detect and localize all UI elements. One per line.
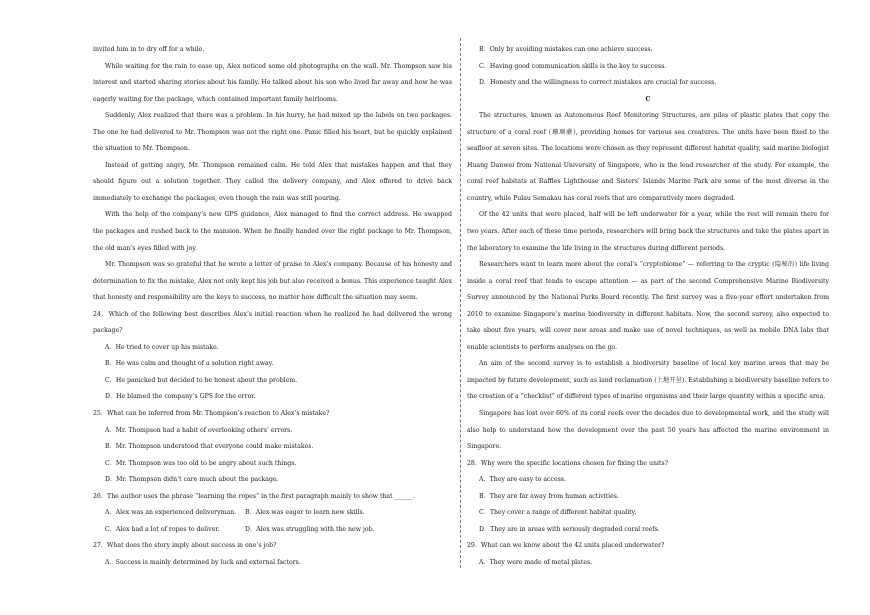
option: C．Mr. Thompson was too old to be angry about such things. [105,459,297,467]
passage-paragraph: Mr. Thompson was so grateful that he wrote a letter of praise to Alex’s company. Because of his honesty and determination to fix the mistake, Alex not only kept his job but also received a bonus. This experience taught Alex that honesty and responsibility are the keys to success, no matter how difficult the situation may seem. [93,261,452,302]
passage-paragraph: The structures, known as Autonomous Reef Monitoring Structures, are piles of plastic plates that copy the structure of a coral reef (珊瑚礁), providing homes for various sea creatures. The units have been fixed to the seafloor at seven sites. The locations were chosen as they represent different habitat quality, said marine biologist Huang Danwei from National University of Singapore, who is the lead researcher of the study. For example, the coral reef habitats at Raffles Lighthouse and Sisters’ Islands Marine Park are some of the most diverse in the country, while Pulau Semakau has coral reefs that are comparatively more degraded. [467,112,829,202]
option: B．Only by avoiding mistakes can one achieve success. [479,46,653,53]
option: C．Alex had a lot of ropes to deliver. [105,525,220,533]
question-25: 25．What can be inferred from Mr. Thompson’s reaction to Alex’s mistake? [93,410,330,418]
passage-paragraph: While waiting for the rain to ease up, Alex noticed some old photographs on the wall. Mr. Thompson saw his interest and started sharing stories about his family. He talked about his son who lived far away and how he was eagerly waiting for the package, which contained important family heirlooms. [93,62,452,103]
passage-paragraph: Singapore has lost over 60% of its coral reefs over the decades due to developmental work, and the study will also help to understand how the development over the past 50 years has affected the marine environment in Singapore. [467,410,829,451]
passage-paragraph: Researchers want to learn more about the coral’s “cryptobiome” — referring to the cryptic (隐秘的) life living inside a coral reef that tends to escape attention — as part of the second Comprehensive Marine Biodiversity Survey announced by the National Parks Board recently. The first survey was a five-year effort undertaken from 2010 to examine Singapore’s marine biodiversity in different habitats. Now, the second survey, also expected to take about five years, will cover new areas and make use of novel techniques, as well as mobile DNA labs that enable scientists to perform analyses on the go. [467,261,829,351]
question-26: 26．The author uses the phrase “learning the ropes” in the first paragraph mainly to show that ______. [93,492,416,500]
option: D．They are in areas with seriously degraded coral reefs. [479,525,660,533]
option: A．Alex was an experienced deliveryman. [105,509,237,517]
option: B．Alex was eager to learn new skills. [245,509,365,517]
option: A．They are easy to access. [479,476,566,484]
section-heading: C [645,95,651,103]
option: C．Having good communication skills is the key to success. [479,62,667,70]
option: B．Mr. Thompson understood that everyone could make mistakes. [105,443,314,451]
option: C．They cover a range of different habitat quality. [479,509,637,517]
question-29: 29．What can we know about the 42 units placed underwater? [467,542,665,550]
option: D．Alex was struggling with the new job. [245,525,375,533]
option: A．Mr. Thompson had a habit of overlooking others’ errors. [105,426,293,434]
passage-paragraph: Of the 42 units that were placed, half will be left underwater for a year, while the rest will remain there for two years. After each of these time periods, researchers will bring back the structures and take the plates apart in the laboratory to examine the life living in the structures during different periods. [467,211,829,252]
left-column [93,42,452,572]
column-divider [460,38,461,568]
passage-paragraph: Suddenly, Alex realized that there was a problem. In his hurry, he had mixed up the labels on two packages. The one he had delivered to Mr. Thompson was not the right one. Panic filled his heart, but he quickly explained the situation to Mr. Thompson. [93,112,452,153]
option: C．He panicked but decided to be honest about the problem. [105,376,298,384]
question-27: 27．What does the story imply about success in one’s job? [93,542,277,550]
option: B．He was calm and thought of a solution right away. [105,360,274,368]
option: D．Mr. Thompson didn’t care much about the package. [105,476,279,484]
option: B．They are far away from human activities. [479,492,619,500]
passage-paragraph: An aim of the second survey is to establish a biodiversity baseline of local key marine areas that may be impacted by future development, such as land reclamation (土地开垦). Establishing a biodiversity baseline refers to the creation of a “checklist” of different types of marine organisms and their large quantity within a specific area. [467,360,829,401]
right-column [467,42,829,572]
passage-paragraph: Instead of getting angry, Mr. Thompson remained calm. He told Alex that mistakes happen and that they should figure out a solution together. They called the delivery company, and Alex offered to drive back immediately to exchange the packages, even though the rain was still pouring. [93,161,452,202]
passage-paragraph: With the help of the company’s new GPS guidance, Alex managed to find the correct address. He swapped the packages and rushed back to the mansion. When he finally handed over the right package to Mr. Thompson, the old man’s eyes filled with joy. [93,211,452,252]
option: A．Success is mainly determined by luck and external factors. [105,558,301,566]
option: A．He tried to cover up his mistake. [105,343,219,351]
option-row [93,522,452,539]
option: D．He blamed the company’s GPS for the error. [105,393,256,401]
question-28: 28．Why were the specific locations chosen for fixing the units? [467,459,668,467]
option-row [93,505,452,522]
passage-paragraph: invited him in to dry off for a while. [93,46,205,53]
option: A．They were made of metal plates. [479,558,593,566]
option: D．Honesty and the willingness to correct mistakes are crucial for success. [479,79,717,87]
question-24: 24．Which of the following best describes Alex’s initial reaction when he realized he had delivered the wrong package? [93,310,452,335]
